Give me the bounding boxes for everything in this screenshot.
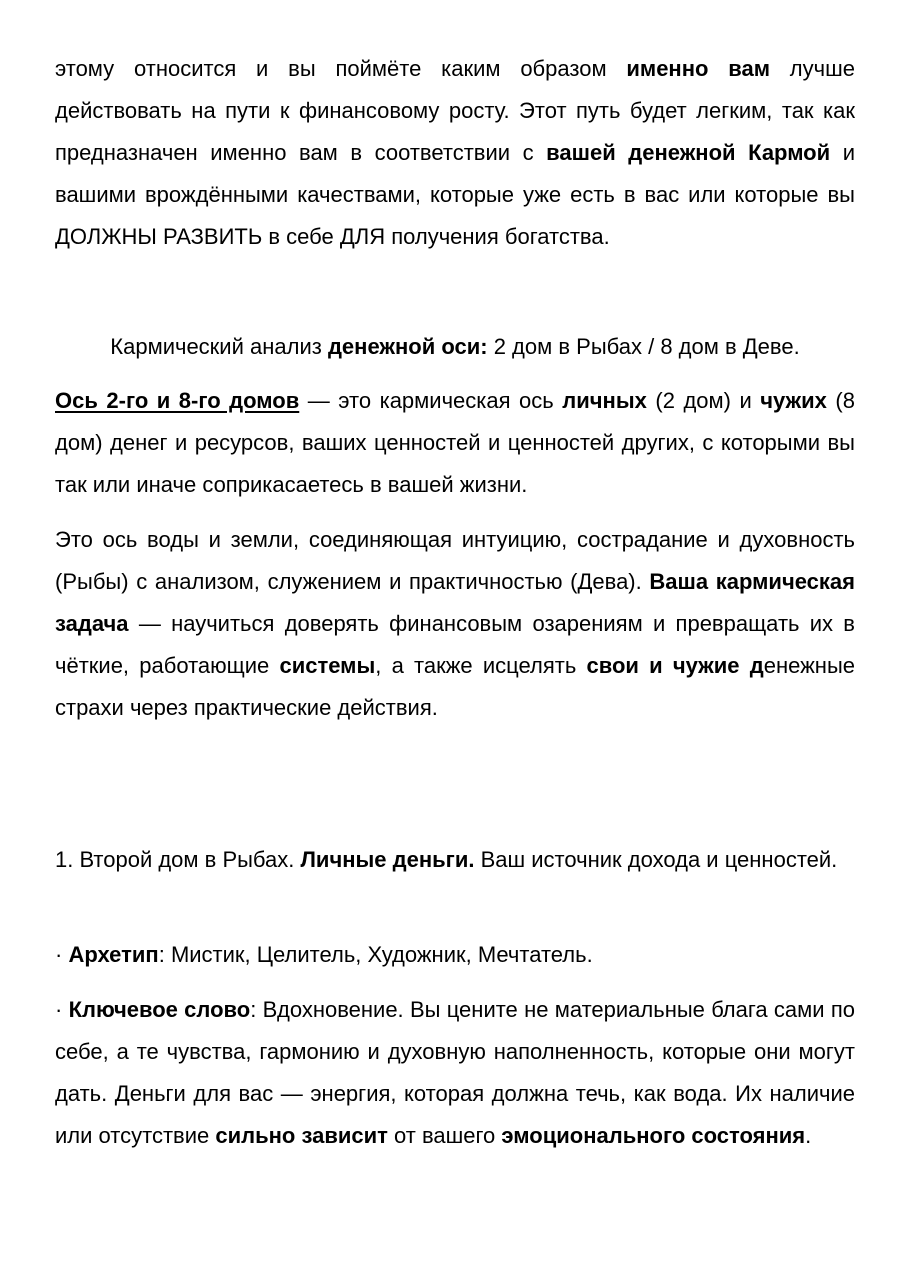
paragraph-axis-definition-segment: чужих [760,388,827,413]
paragraph-axis-task-segment: , а также исцелять [375,653,587,678]
paragraph-axis-definition-segment: Ось 2-го и 8-го домов [55,388,300,413]
paragraph-keyword-segment: сильно зависит [215,1123,388,1148]
paragraph-keyword-segment: Ключевое слово [68,997,251,1022]
paragraph-axis-task-segment: системы [279,653,376,678]
paragraph-axis-heading-segment: Кармический анализ [110,334,328,359]
paragraph-keyword-segment: от вашего [387,1123,502,1148]
paragraph-axis-definition-segment: личных [562,388,647,413]
paragraph-axis-definition-segment: (2 дом) и [646,388,761,413]
paragraph-intro-continuation-segment: вашей денежной Кармой [546,140,831,165]
paragraph-intro-continuation-segment: и вашими врождёнными качествами, которые уже есть в вас или которые вы ДОЛЖНЫ РАЗВИТЬ в себе ДЛЯ получения богатства. [55,140,856,249]
paragraph-axis-task-segment: — научиться доверять финансовым озарениям и превращать их в чёткие, работающие [55,611,855,678]
paragraph-intro-continuation-segment: лучше действовать на пути к финансовому росту. Этот путь будет легким, так как предназначен именно вам в соответствии с [55,56,855,165]
paragraph-keyword [55,989,855,1157]
paragraph-axis-task-segment: енежные страхи через практические действия. [55,653,855,720]
paragraph-second-house-segment: 1. Второй дом в Рыбах. [55,847,301,872]
paragraph-archetype [55,934,855,976]
paragraph-archetype-segment: : Мистик, Целитель, Художник, Мечтатель. [158,942,593,967]
paragraph-second-house-segment: Ваш источник дохода и ценностей. [474,847,838,872]
paragraph-axis-task [55,519,855,729]
paragraph-axis-definition-segment: — это кармическая ось [299,388,563,413]
paragraph-second-house-segment: Личные деньги. [300,847,475,872]
paragraph-second-house [55,839,855,881]
paragraph-intro-continuation-segment: именно вам [626,56,770,81]
paragraph-intro-continuation-segment: этому относится и вы поймёте каким образом [55,56,627,81]
paragraph-archetype-segment: · [55,942,69,967]
paragraph-keyword-segment: : Вдохновение. Вы цените не материальные блага сами по себе, а те чувства, гармонию и духовную наполненность, которые они могут дать. Деньги для вас — энергия, которая должна течь, как вода. Их наличие или отсутствие [55,997,855,1148]
paragraph-keyword-segment: . [805,1123,812,1148]
paragraph-intro-continuation [55,48,855,258]
paragraph-axis-heading-segment: денежной оси: [327,334,488,359]
paragraph-axis-definition [55,380,855,506]
paragraph-axis-heading [55,326,855,368]
paragraph-keyword-segment: · [55,997,69,1022]
paragraph-axis-task-segment: Ваша кармическая задача [55,569,855,636]
paragraph-keyword-segment: эмоционального состояния [501,1123,806,1148]
paragraph-axis-definition-segment: (8 дом) денег и ресурсов, ваших ценностей и ценностей других, с которыми вы так или иначе соприкасаетесь в вашей жизни. [55,388,855,497]
paragraph-axis-task-segment: Это ось воды и земли, соединяющая интуицию, сострадание и духовность (Рыбы) с анализом, служением и практичностью (Дева). [55,527,855,594]
paragraph-archetype-segment: Архетип [68,942,159,967]
paragraph-axis-task-segment: свои и чужие д [586,653,764,678]
paragraph-axis-heading-segment: 2 дом в Рыбах / 8 дом в Деве. [487,334,800,359]
